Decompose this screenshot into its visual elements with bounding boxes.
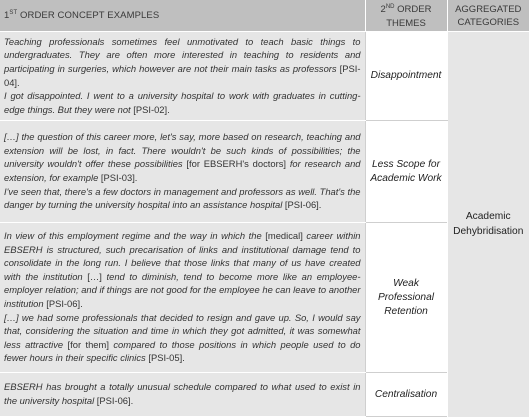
quote-cell-disappointment: Teaching professionals sometimes feel unmotivated to teach basic things to undergraduates. They are often more interested in teaching to residents and participating in surgeries, which however are not their main tasks as professors [PSI-04]. I got disappointed. I went to a university hospital to work with graduates in cutting-edge things. But they were not [PSI-02].: [0, 32, 365, 121]
theme-less-scope: Less Scope for Academic Work: [365, 121, 447, 223]
header-first-order: 1ST ORDER CONCEPT EXAMPLES: [0, 0, 365, 32]
quote-cell-weak-retention: In view of this employment regime and the way in which the [medical] career within EBSERH is structured, such precarisation of links and institutional damage tend to consolidate in the long run. I believe that those links that many of us have created with the institution […] tend to diminish, tend to become more like an employee-employer relation; and if things are not good for the employee he can leave to another institution [PSI-06]. […] we had some professionals that decided to resign and gave up. So, I would say that, considering the situation and time in which they got admitted, it was somewhat less attractive [for them] compared to those positions in which people used to do fewer hours in their specific clinics [PSI-05].: [0, 223, 365, 373]
header-second-order: 2ND ORDER THEMES: [365, 0, 447, 32]
theme-disappointment: Disappointment: [365, 32, 447, 121]
category-academic-dehybridisation: Academic Dehybridisation: [447, 32, 529, 417]
quote-cell-less-scope: […] the question of this career more, let's say, more based on research, teaching and extension will be lost, in fact. There wouldn't be such kinds of possibilities; the university wouldn't offer these possibilities [for EBSERH's doctors] for research and extension, for example [PSI-03]. I've seen that, there's a few doctors in management and professors as well. That's the danger by turning the university hospital into an assistance hospital [PSI-06].: [0, 121, 365, 223]
theme-centralisation: Centralisation: [365, 373, 447, 417]
header-aggregated: AGGREGATED CATEGORIES: [447, 0, 529, 32]
quote-cell-centralisation: EBSERH has brought a totally unusual schedule compared to what used to exist in the university hospital [PSI-06].: [0, 373, 365, 417]
theme-weak-retention: Weak Professional Retention: [365, 223, 447, 373]
table-header-row: [0, 0, 529, 32]
table-row: [0, 32, 529, 121]
